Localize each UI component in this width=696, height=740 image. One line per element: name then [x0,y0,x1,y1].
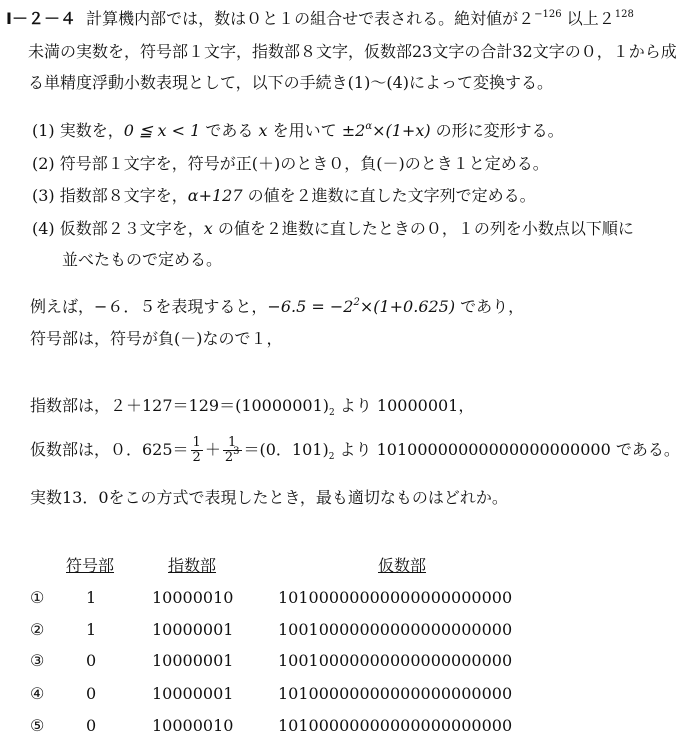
header-exponent: 指数部 [168,556,217,575]
header-mantissa: 仮数部 [378,556,427,575]
step-4: (4) 仮数部２３文字を，x の値を２進数に直したときの０，１の列を小数点以下順に [32,219,634,238]
fraction-eighth: $\frac{1}{2^3}$ [224,435,240,465]
example-line-2: 符号部は，符号が負(－)なので１， [30,329,283,348]
example-line-4: 仮数部は，０．625＝ $\frac{1}{2}$ ＋ $\frac{1}{2^3}$ ＝(0．$101)_2$ より 10100000000000000000000 である。 [30,435,680,465]
intro-line-3: る単精度浮動小数表現として，以下の手続き(1)～(4)によって変換する。 [28,73,554,92]
step-1: (1) 実数を，0 ≦ x < 1 である x を用いて $\pm 2^\alpha\times(1+x)$ の形に変形する。 [32,121,564,140]
intro-line-1: Ⅰ－２－４ 計算機内部では，数は０と１の組合せで表される。絶対値が$2^{-126}$ 以上$2^{128}$ [6,9,634,28]
intro-line-2: 未満の実数を，符号部１文字，指数部８文字，仮数部23文字の合計32文字の０，１から成 [28,42,677,61]
step-4-cont: 並べたもので定める。 [62,250,223,269]
example-line-1: 例えば，−６．５を表現すると，$-6.5 = -2^2\times(1+0.625)$ であり， [30,297,525,316]
header-sign: 符号部 [66,556,115,575]
step-3: (3) 指数部８文字を，α+127 の値を２進数に直した文字列で定める。 [32,186,536,205]
step-2: (2) 符号部１文字を，符号が正(＋)のとき０，負(－)のとき１と定める。 [32,154,549,173]
problem-id: Ⅰ－２－４ [6,9,76,28]
question-text: 実数13．0をこの方式で表現したとき，最も適切なものはどれか。 [30,488,508,507]
fraction-half: $\frac{1}{2}$ [192,435,201,465]
example-line-3: 指数部は，$2+127=129=(10000001)_2$ より 10000001， [30,396,475,418]
